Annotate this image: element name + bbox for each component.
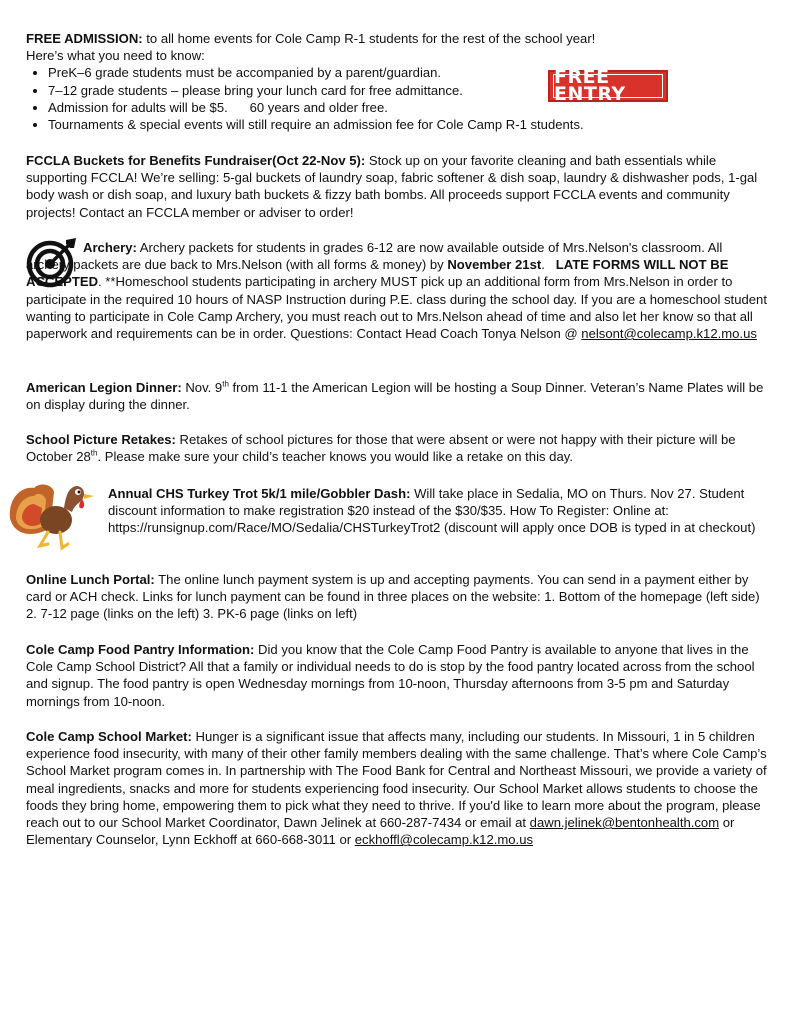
retakes-paragraph [26, 431, 768, 465]
legion-paragraph [26, 379, 768, 413]
school-market-title: Cole Camp School Market: [26, 729, 192, 744]
archery-body1: Archery packets for students in grades 6-12 are now available outside of Mrs.Nelson's classroom. All archery packets are due back to Mrs.Nelson (with all forms & money) by [26, 240, 723, 273]
food-pantry-paragraph [26, 641, 768, 710]
retakes-body1: Retakes of school pictures for those that were absent or were not happy with their picture will be October 28 [26, 432, 736, 465]
food-pantry-body: Did you know that the Cole Camp Food Pantry is available to anyone that lives in the Cole Camp School District? All that a family or individual needs to do is stop by the food pantry located across from the school and signup. The food pantry is open Wednesday mornings from 10-noon, Thursday afternoons from 3-5 pm and Saturday mornings from 10-noon. [26, 642, 755, 709]
list-item: • Admission for adults will be $5. 60 years and older free. [48, 99, 768, 116]
free-admission-line2: Here’s what you need to know: [26, 48, 205, 64]
turkey-trot-paragraph [108, 485, 770, 537]
legion-section [26, 379, 768, 413]
archery-due-date: November 21st [447, 257, 542, 273]
food-pantry-section [26, 641, 768, 710]
archery-body2: . **Homeschool students participating in archery MUST pick up an additional form from Mrs.Nelson in order to participate in the required 10 hours of NASP Instruction during P.E. class during the school day. If you are a homeschool student wanting to participate in Cole Camp Archery, you must reach out to Mrs.Nelson ahead of time and also let her know so that all paperwork and requirements can be in order. Questions: Contact Head Coach Tonya Nelson @ [26, 274, 767, 342]
food-pantry-title: Cole Camp Food Pantry Information: [26, 642, 255, 657]
school-market-section [26, 728, 768, 848]
legion-body2: from 11-1 the American Legion will be hosting a Soup Dinner. Veteran’s Name Plates will be on display during the dinner. [26, 380, 764, 413]
fccla-body: Stock up on your favorite cleaning and bath essentials while supporting FCCLA! We’re selling: 5-gal buckets of laundry soap, fabric softener & dish soap, laundry & dishwasher pods, 1-gal body wash or dish soap, and luxury bath buckets & fizzy bath bombs. All proceeds support FCCLA events and community projects! Contact an FCCLA member or adviser to order! [26, 153, 758, 220]
lunch-portal-section [26, 571, 768, 623]
turkey-trot-title: Annual CHS Turkey Trot 5k/1 mile/Gobbler Dash: [108, 486, 411, 501]
fccla-title: FCCLA Buckets for Benefits Fundraiser(Oct 22-Nov 5): [26, 153, 366, 168]
legion-title: American Legion Dinner: [26, 380, 182, 395]
lunch-portal-body: The online lunch payment system is up and accepting payments. You can send in a payment either by card or ACH check. Links for lunch payment can be found in three places on the website: 1. Bottom of the homepage (left side) 2. 7-12 page (links on the left) 3. PK-6 page (links on left) [26, 572, 760, 622]
archery-title: Archery: [83, 240, 137, 255]
archery-section [26, 239, 768, 342]
list-item: • Tournaments & special events will still require an admission fee for Cole Camp R-1 students. [48, 116, 768, 133]
fccla-section [26, 152, 768, 221]
retakes-body2: . Please make sure your child’s teacher knows you would like a retake on this day. [97, 449, 573, 465]
legion-body1: Nov. 9 [181, 380, 223, 395]
archery-paragraph [26, 239, 768, 342]
school-market-body1: Hunger is a significant issue that affects many, including our students. In Missouri, 1 in 5 children experience food insecurity, with many of their other family members dealing with the same challenge. That’s where Cole Camp’s School Market program comes in. In partnership with The Food Bank for Central and Northeast Missouri, we provide a variety of meal ingredients, snacks and more for students experiencing food insecurity. Our School Market allows students to choose the foods they bring home, empowering them to pick what they need to thrive. If you'd like to learn more about the program, please reach out to our School Market Coordinator, Dawn Jelinek at 660-287-7434 or email at [26, 729, 767, 831]
lunch-portal-paragraph [26, 571, 768, 623]
free-admission-paragraph [26, 30, 768, 47]
archery-late-notice: LATE FORMS WILL NOT BE ACCEPTED [26, 257, 729, 290]
list-item: • 7–12 grade students – please bring your lunch card for free admittance. [48, 82, 768, 99]
legion-sup: th [222, 379, 229, 389]
market-email-link-eckhoff[interactable]: eckhoffl@colecamp.k12.mo.us [354, 832, 534, 848]
free-admission-title: FREE ADMISSION: [26, 31, 143, 46]
free-entry-label: FREE ENTRY [553, 74, 663, 98]
retakes-title: School Picture Retakes: [26, 432, 176, 447]
school-market-body2: or Elementary Counselor, Lynn Eckhoff at 660-668-3011 or [26, 815, 735, 848]
turkey-trot-body: Will take place in Sedalia, MO on Thurs. Nov 27. Student discount information to make registration $20 instead of the $30/$35. How To Register: Online at: https://runsignup.com/Race/MO/Sedalia/CHSTurkeyTrot2 (discount will apply once DOB is typed in at checkout) [108, 486, 756, 536]
school-market-paragraph [26, 728, 768, 848]
lunch-portal-title: Online Lunch Portal: [26, 572, 155, 587]
archery-period: . [541, 257, 556, 273]
free-entry-badge [548, 65, 668, 105]
turkey-icon [4, 478, 100, 552]
retakes-section [26, 431, 768, 465]
archery-email-link[interactable]: nelsont@colecamp.k12.mo.us [581, 326, 757, 342]
turkey-trot-section [108, 485, 770, 537]
fccla-paragraph [26, 152, 768, 221]
list-item: • PreK–6 grade students must be accompanied by a parent/guardian. [48, 64, 768, 81]
free-admission-intro: to all home events for Cole Camp R-1 students for the rest of the school year! [142, 31, 596, 46]
market-email-link-jelinek[interactable]: dawn.jelinek@bentonhealth.com [529, 815, 720, 831]
retakes-sup: th [90, 448, 98, 458]
